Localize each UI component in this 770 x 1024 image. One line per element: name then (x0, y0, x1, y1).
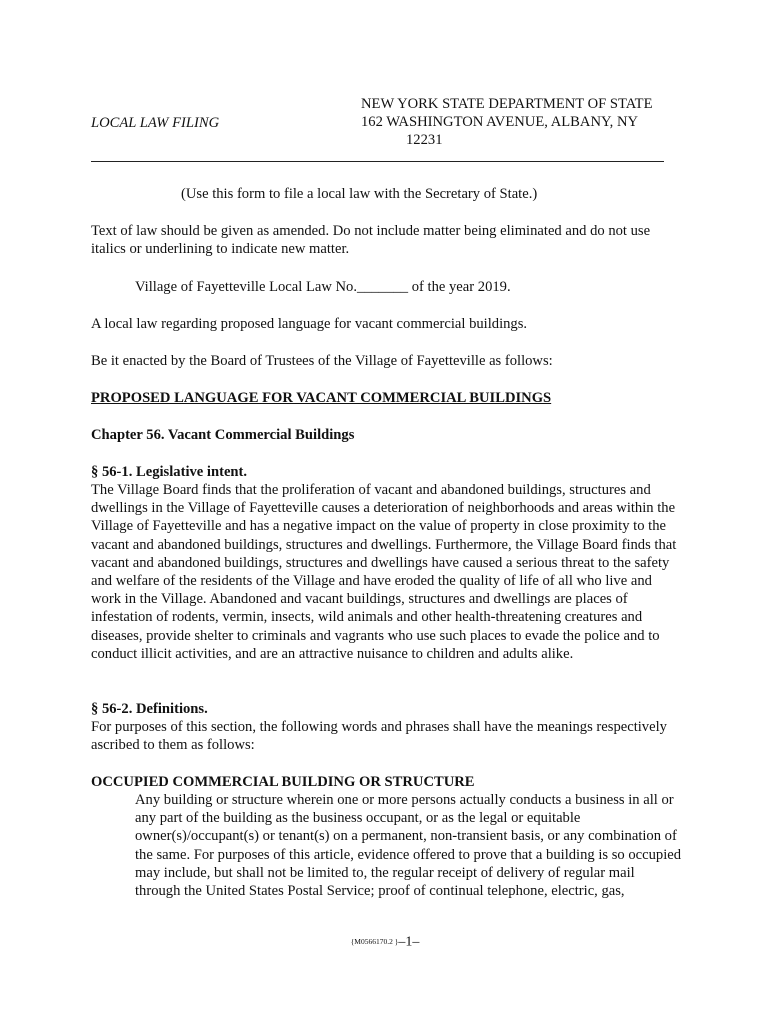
header-divider (91, 161, 664, 162)
definition-text: Any building or structure wherein one or more persons actually conducts a business in all or any part of the building as the business occupant, or as the legal or equitable owner(s)/occupant(s) or tenant(s) on a permanent, non-transient basis, or any combination of the same. For purposes of this article, evidence offered to prove that a building is so occupied may include, but shall not be limited to, the regular receipt of delivery of regular mail through the United States Postal Service; proof of continual telephone, electric, gas, (135, 792, 682, 900)
section-56-1-body: The Village Board finds that the proliferation of vacant and abandoned buildings, structures and dwellings in the Village of Fayetteville causes a deterioration of neighborhoods and areas within the Village of Fayetteville and has a negative impact on the value of property in close proximity to the vacant and abandoned buildings, structures and dwellings. Furthermore, the Village Board finds that vacant and abandoned buildings, structures and dwellings have caused a serious threat to the safety and welfare of the residents of the Village and have eroded the quality of life of all who live and work in the Village. Abandoned and vacant buildings, structures and dwellings are places of infestation of rodents, vermin, insects, wild animals and other health-threatening creatures and diseases, provide shelter to criminals and vagrants who use such places to evade the police and to conduct illicit activities, and are an attractive nuisance to children and adults alike. (91, 482, 677, 662)
agency-name: NEW YORK STATE DEPARTMENT OF STATE (361, 96, 653, 112)
proposed-language-heading: PROPOSED LANGUAGE FOR VACANT COMMERCIAL BUILDINGS (91, 390, 552, 406)
agency-address-block (361, 95, 691, 150)
page-number: –1– (398, 934, 420, 950)
definition-term: OCCUPIED COMMERCIAL BUILDING OR STRUCTURE (91, 774, 475, 790)
local-law-title-line: Village of Fayetteville Local Law No._______ of the year 2019. (135, 279, 511, 295)
agency-street-address: 162 WASHINGTON AVENUE, ALBANY, NY (361, 114, 639, 131)
enacting-clause: Be it enacted by the Board of Trustees of the Village of Fayetteville as follows: (91, 353, 553, 369)
law-summary: A local law regarding proposed language for vacant commercial buildings. (91, 316, 528, 332)
filing-label: LOCAL LAW FILING (91, 115, 220, 131)
page-footer (0, 933, 770, 952)
chapter-heading: Chapter 56. Vacant Commercial Buildings (91, 427, 355, 443)
agency-zip: 12231 (406, 132, 443, 149)
section-56-1-heading: § 56-1. Legislative intent. (91, 464, 248, 480)
section-56-2-body: For purposes of this section, the following words and phrases shall have the meanings respectively ascribed to them as follows: (91, 719, 667, 754)
form-usage-instruction: (Use this form to file a local law with the Secretary of State.) (181, 186, 538, 202)
text-of-law-instruction: Text of law should be given as amended. Do not include matter being eliminated and do not use italics or underlining to indicate new matter. (91, 223, 651, 258)
document-code: {M0566170.2 } (350, 937, 399, 946)
section-56-2-heading: § 56-2. Definitions. (91, 701, 208, 717)
